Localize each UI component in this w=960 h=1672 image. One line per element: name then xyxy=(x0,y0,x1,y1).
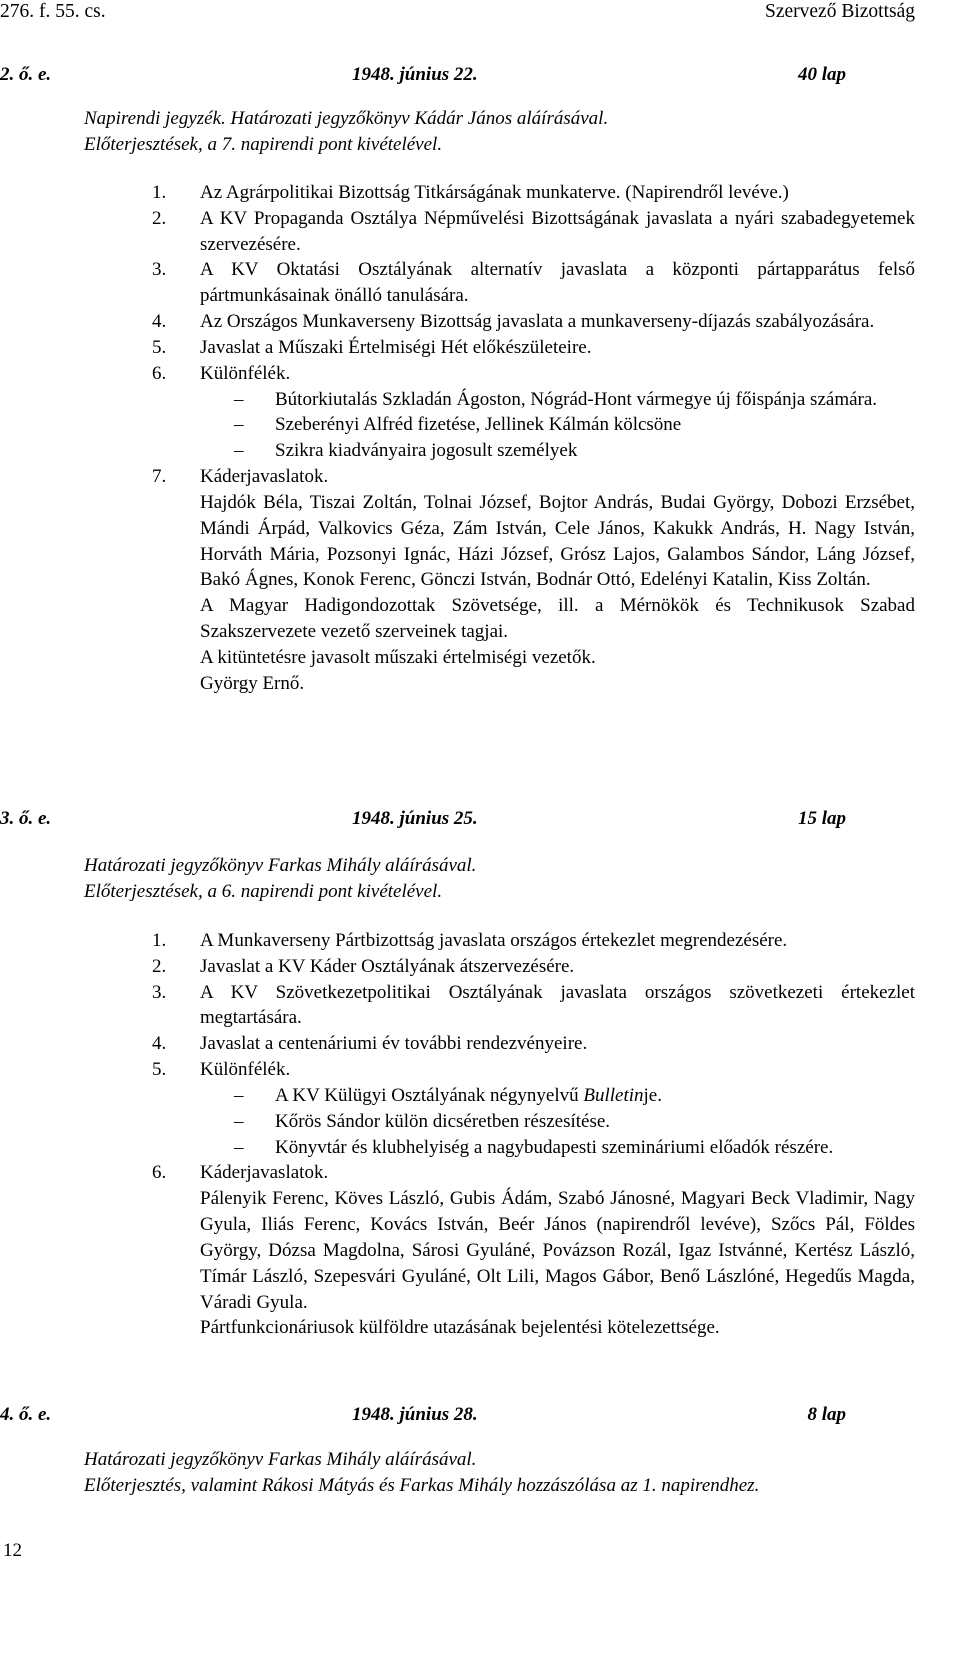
agenda-item xyxy=(152,335,915,361)
item-paragraph: Hajdók Béla, Tiszai Zoltán, Tolnai József, Bojtor András, Budai György, Dobozi Erzsébet, Mándi Árpád, Valkovics Géza, Zám István, Cele János, Kakukk András, H. Nagy István, Horváth Mária, Pozsonyi Ignác, Házi József, Grósz Lajos, Galambos Sándor, Láng József, Bakó Ágnes, Konok Ferenc, Gönczi István, Bodnár Ottó, Edelényi Katalin, Kiss Zoltán. xyxy=(200,491,915,591)
sub-item-text: A KV Külügyi Osztályának négynyelvű Bulletinje. xyxy=(275,1084,662,1106)
item-number: 3. xyxy=(152,259,167,281)
sub-item-text: Könyvtár és klubhelyiség a nagybudapesti szemináriumi előadók részére. xyxy=(275,1136,834,1158)
item-paragraph: György Ernő. xyxy=(200,672,305,694)
item-text: Javaslat a KV Káder Osztályának átszervezésére. xyxy=(200,955,575,977)
item-number: 4. xyxy=(152,1033,167,1055)
agenda-list xyxy=(152,928,915,1341)
meeting-description xyxy=(84,853,476,905)
meeting-pages: 15 lap xyxy=(797,808,846,829)
item-number: 2. xyxy=(152,207,167,229)
item-text: Különfélék. xyxy=(200,362,291,384)
meeting-date: 1948. június 25. xyxy=(352,808,478,829)
item-number: 5. xyxy=(152,1059,167,1081)
meeting-pages: 8 lap xyxy=(807,1404,846,1425)
description-line: Határozati jegyzőkönyv Farkas Mihály aláírásával. xyxy=(84,855,477,876)
sub-item xyxy=(152,1109,915,1135)
sub-item xyxy=(152,438,915,464)
sub-item-text: Bútorkiutalás Szkladán Ágoston, Nógrád-Hont vármegye új főispánja számára. xyxy=(275,388,878,410)
item-text: A KV Propaganda Osztálya Népművelési Bizottságának javaslata a nyári szabadegyetemek szervezésére. xyxy=(200,207,915,255)
item-number: 3. xyxy=(152,981,167,1003)
meeting-number: 4. ő. e. xyxy=(0,1404,52,1425)
description-line: Napirendi jegyzék. Határozati jegyzőkönyv Kádár János aláírásával. xyxy=(84,108,609,129)
item-number: 5. xyxy=(152,336,167,358)
item-text: A Munkaverseny Pártbizottság javaslata országos értekezlet megrendezésére. xyxy=(200,930,788,951)
item-paragraph: A Magyar Hadigondozottak Szövetsége, ill. a Mérnökök és Technikusok Szabad Szakszervezete vezető szerveinek tagjai. xyxy=(200,595,915,643)
item-number: 6. xyxy=(152,1162,167,1184)
agenda-item xyxy=(152,309,915,335)
item-text: Káderjavaslatok. xyxy=(200,466,329,488)
agenda-item xyxy=(152,980,915,1032)
header-archive-reference: 276. f. 55. cs. xyxy=(0,1,106,22)
sub-item-text: Szeberényi Alfréd fizetése, Jellinek Kálmán kölcsöne xyxy=(275,414,682,436)
item-number: 6. xyxy=(152,362,167,384)
meeting-description xyxy=(84,1447,915,1499)
agenda-item xyxy=(152,1031,915,1057)
agenda-item xyxy=(152,928,915,954)
running-header xyxy=(0,0,915,26)
item-text: Az Agrárpolitikai Bizottság Titkárságának munkaterve. (Napirendről levéve.) xyxy=(200,182,789,203)
agenda-item xyxy=(152,1057,915,1160)
description-line: Határozati jegyzőkönyv Farkas Mihály aláírásával. xyxy=(84,1449,477,1470)
meeting-heading xyxy=(0,1402,846,1430)
meeting-date: 1948. június 28. xyxy=(352,1404,478,1425)
agenda-item xyxy=(152,1160,915,1341)
agenda-list xyxy=(152,180,915,697)
dash-bullet: – xyxy=(234,388,244,410)
item-text: Az Országos Munkaverseny Bizottság javaslata a munkaverseny-díjazás szabályozására. xyxy=(200,311,875,333)
meeting-heading xyxy=(0,806,846,834)
agenda-item xyxy=(152,464,915,696)
item-text: A KV Oktatási Osztályának alternatív javaslata a központi pártapparátus felső pártmunkásainak önálló tanulására. xyxy=(200,259,915,307)
meeting-description xyxy=(84,106,608,158)
description-line: Előterjesztés, valamint Rákosi Mátyás és Farkas Mihály hozzászólása az 1. napirendhez. xyxy=(84,1474,760,1496)
meeting-heading xyxy=(0,62,846,90)
agenda-item xyxy=(152,361,915,464)
dash-bullet: – xyxy=(234,1084,244,1106)
sub-item xyxy=(152,387,915,413)
publication-title: Bulletin xyxy=(583,1084,644,1106)
item-number: 1. xyxy=(152,182,167,203)
dash-bullet: – xyxy=(234,1110,244,1132)
item-number: 7. xyxy=(152,466,167,488)
item-number: 1. xyxy=(152,930,167,951)
sub-item xyxy=(152,1135,915,1161)
item-text: Káderjavaslatok. xyxy=(200,1162,329,1184)
meeting-number: 2. ő. e. xyxy=(0,64,52,85)
item-paragraph: Pártfunkcionáriusok külföldre utazásának bejelentési kötelezettsége. xyxy=(200,1317,720,1339)
item-paragraph: Pálenyik Ferenc, Köves László, Gubis Ádám, Szabó Jánosné, Magyari Beck Vladimir, Nagy Gyula, Iliás Ferenc, Kovács István, Beér János (napirendről levéve), Szőcs Pál, Földes György, Dózsa Magdolna, Sárosi Gyuláné, Povázson Rozál, Igaz Istvánné, Kertész László, Tímár László, Szepesvári Gyuláné, Olt Lili, Magos Gábor, Benő Lászlóné, Hegedűs Magda, Váradi Gyula. xyxy=(200,1188,915,1313)
sub-item-text: Szikra kiadványaira jogosult személyek xyxy=(275,440,578,462)
sub-item xyxy=(152,412,915,438)
agenda-item xyxy=(152,206,915,258)
dash-bullet: – xyxy=(234,414,244,436)
item-number: 2. xyxy=(152,955,167,977)
item-paragraph: A kitüntetésre javasolt műszaki értelmiségi vezetők. xyxy=(200,646,596,668)
page-number: 12 xyxy=(3,1540,22,1561)
description-line: Előterjesztések, a 6. napirendi pont kivételével. xyxy=(84,880,443,902)
item-text: A KV Szövetkezetpolitikai Osztályának javaslata országos szövetkezeti értekezlet megtartására. xyxy=(200,981,915,1029)
agenda-item xyxy=(152,954,915,980)
item-text: Javaslat a centenáriumi év további rendezvényeire. xyxy=(200,1033,588,1055)
description-line: Előterjesztések, a 7. napirendi pont kivételével. xyxy=(84,133,443,155)
agenda-item xyxy=(152,180,915,206)
item-number: 4. xyxy=(152,311,167,333)
agenda-item xyxy=(152,257,915,309)
sub-item xyxy=(152,1083,915,1109)
meeting-date: 1948. június 22. xyxy=(352,64,478,85)
header-collection-title: Szervező Bizottság xyxy=(765,1,915,22)
meeting-number: 3. ő. e. xyxy=(0,808,52,829)
item-text: Különfélék. xyxy=(200,1059,291,1081)
dash-bullet: – xyxy=(234,1136,244,1158)
item-text: Javaslat a Műszaki Értelmiségi Hét előkészületeire. xyxy=(200,336,592,358)
sub-item-text: Kőrös Sándor külön dicséretben részesítése. xyxy=(275,1110,611,1132)
dash-bullet: – xyxy=(234,440,244,462)
meeting-pages: 40 lap xyxy=(797,64,846,85)
